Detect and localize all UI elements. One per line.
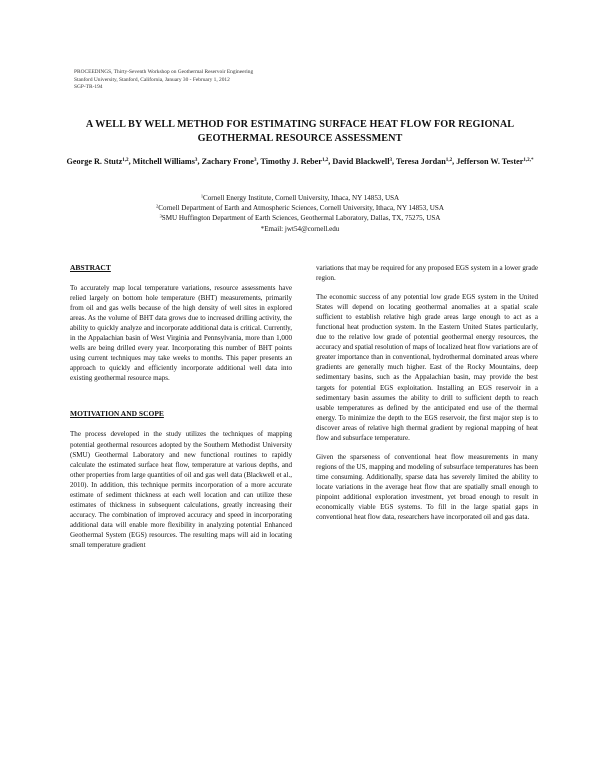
author-name: Jefferson W. Tester: [456, 157, 524, 166]
contact-email[interactable]: *Email: jwt54@cornell.edu: [260, 224, 340, 233]
affiliation-1: [60, 193, 540, 203]
motivation-paragraph: The process developed in the study utilizes the techniques of mapping potential geothermal resources adopted by the Southern Methodist University (SMU) Geothermal Laboratory and new functional routines to rapidly calculate the estimated surface heat flow, temperature at various depths, and other properties from large quantities of oil and gas well data (Blackwell et al., 2010). In addition, this technique permits incorporation of a more accurate estimate of sediment thickness at each well location and can utilize these estimates of thickness in subsequent calculations, greatly increasing their accuracy. The combination of improved accuracy and speed in incorporating additional data will enable more flexibility in analyzing potential Enhanced Geothermal System (EGS) resources. The resulting maps will aid in locating small temperature gradient: [70, 430, 292, 549]
affiliations: [60, 193, 540, 234]
author-separator: ,: [392, 157, 396, 166]
author-affil-sup: 3: [389, 157, 393, 164]
affiliation-2: [60, 203, 540, 213]
abstract-heading: ABSTRACT: [70, 263, 111, 272]
author-affil-sup: 3: [253, 157, 257, 164]
author-affil-sup: 1,2: [122, 157, 129, 164]
author-affil-sup: 1,2: [321, 157, 329, 164]
affiliation-sup: 3: [159, 214, 162, 219]
author-separator: ,: [452, 157, 457, 166]
affiliation-text: SMU Huffington Department of Earth Sciences, Geothermal Laboratory, Dallas, TX, 75275, USA: [161, 214, 441, 223]
motivation-heading: MOTIVATION AND SCOPE: [70, 409, 164, 419]
author-name: Mitchell Williams: [132, 157, 195, 166]
left-column: [70, 263, 292, 550]
header-line-1: PROCEEDINGS, Thirty-Seventh Workshop on Geothermal Reservoir Engineering: [74, 69, 254, 75]
author-name: George R. Stutz: [66, 157, 123, 166]
title-line-2: GEOTHERMAL RESOURCE ASSESSMENT: [197, 133, 403, 144]
affiliation-sup: 1: [200, 193, 204, 199]
author-separator: ,: [256, 157, 261, 166]
economic-success-paragraph: The economic success of any potential low grade EGS system in the United States will depend on locating geothermal anomalies at a spatial scale sufficient to establish relative high grade areas large enough to act as a functional heat production system. In the Eastern United States particularly, due to the relative low grade of potential geothermal energy resources, the accuracy and spatial resolution of maps of localized heat flow variations are of greater importance than in conventional, hydrothermal dominated areas where gradients are generally much higher. East of the Rocky Mountains, deep sedimentary basins, such as the Appalachian basin, may provide the best targets for potential EGS exploitation. Installing an EGS reservoir in a sedimentary basin assumes the ability to drill to sufficient depth to reach usable temperatures as defined by the anticipated end use of the thermal energy. To minimize the depth to the EGS reservoir, the first major step is to discover areas of relative high thermal gradient by regional mapping of heat flow and subsurface temperature.: [316, 293, 538, 442]
author-name: Zachary Frone: [201, 157, 254, 166]
affiliation-3: [60, 213, 540, 223]
header-line-2: Stanford University, Stanford, California, January 30 - February 1, 2012: [74, 76, 230, 83]
sparseness-paragraph: Given the sparseness of conventional heat flow measurements in many regions of the US, mapping and modeling of subsurface temperatures has been time consuming. Additionally, sparse data has severely limited the ability to locate variations in the average heat flow that are spatially small enough to pinpoint additional exploration investment, yet broad enough to result in economically viable EGS systems. To fill in the large spatial gaps in conventional heat flow data, researchers have incorporated oil and gas data.: [316, 452, 538, 522]
author-affil-sup: 1,2: [445, 157, 453, 164]
affiliation-text: Cornell Energy Institute, Cornell University, Ithaca, NY 14853, USA: [203, 194, 400, 202]
paper-title: [40, 118, 560, 146]
abstract-text: To accurately map local temperature variations, resource assessments have relied largely on bottom hole temperature (BHT) measurements, primarily from oil and gas wells because of the high density of well sites in explored areas. As the volume of BHT data grows due to increased drilling activity, the ability to quickly analyze and incorporate additional data is critical. Currently, in the Appalachian basin of West Virginia and Pennsylvania, more than 1,000 wells are being drilled every year. Incorporating this number of BHT points using current techniques may take weeks to months. This paper presents an approach to quickly and efficiently incorporate additional well data into existing geothermal resource maps.: [70, 284, 292, 383]
affiliation-text: Cornell Department of Earth and Atmospheric Sciences, Cornell University, Ithaca, NY 14853, USA: [158, 204, 444, 213]
author-separator: ,: [128, 157, 133, 166]
author-name: Teresa Jordan: [395, 157, 446, 166]
author-affil-sup: 1,2,*: [523, 157, 534, 164]
continued-paragraph: variations that may be required for any proposed EGS system in a lower grade region.: [316, 264, 538, 283]
author-affil-sup: 3: [194, 157, 198, 164]
header-line-3: SGP-TR-194: [74, 84, 103, 91]
author-separator: ,: [328, 157, 333, 166]
affiliation-sup: 2: [156, 203, 159, 209]
author-name: David Blackwell: [332, 157, 390, 166]
author-name: Timothy J. Reber: [260, 157, 322, 166]
author-separator: ,: [197, 157, 202, 166]
right-column: [316, 263, 538, 522]
proceedings-header: [74, 69, 253, 92]
title-line-1: A WELL BY WELL METHOD FOR ESTIMATING SURFACE HEAT FLOW FOR REGIONAL: [85, 119, 515, 130]
author-list: [60, 155, 540, 168]
